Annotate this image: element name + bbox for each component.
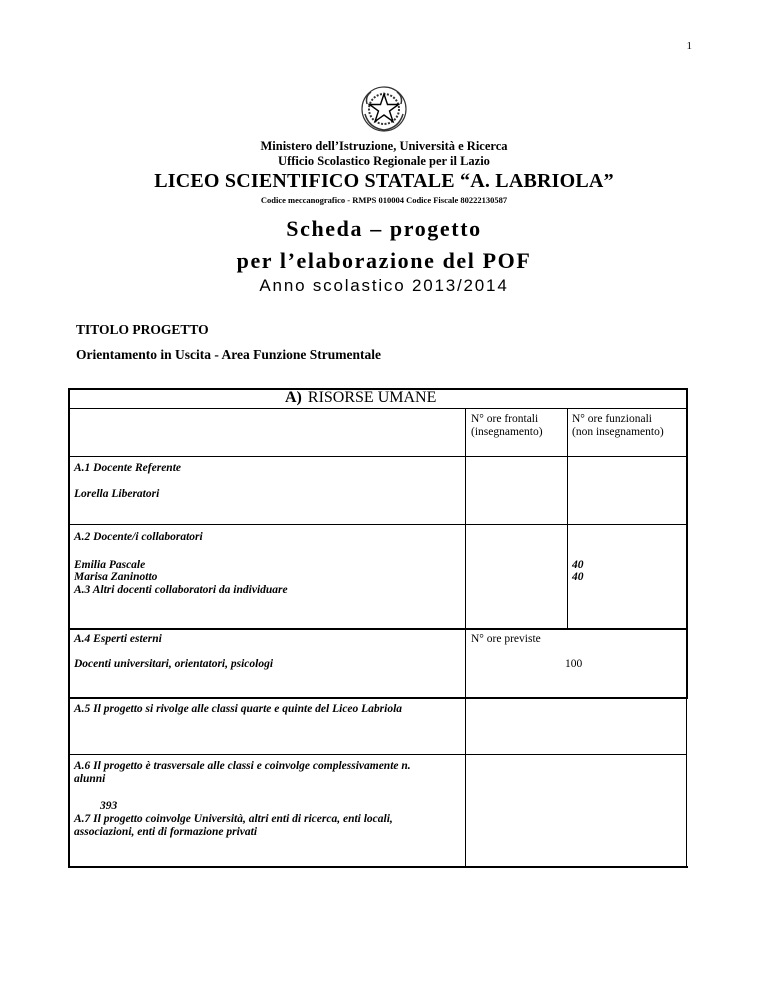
ministry-name: Ministero dell’Istruzione, Università e Ricerca xyxy=(260,139,508,153)
section-a-name: RISORSE UMANE xyxy=(307,389,437,406)
a7-label-line1: A.7 Il progetto coinvolge Università, altri enti di ricerca, enti locali, xyxy=(74,813,393,825)
school-name: LICEO SCIENTIFICO STATALE “A. LABRIOLA” xyxy=(154,170,614,192)
col-frontali-header xyxy=(471,413,543,439)
a4-label: A.4 Esperti esterni xyxy=(74,633,162,645)
a6-value: 393 xyxy=(100,800,118,812)
document-subtitle: per l’elaborazione del POF xyxy=(236,248,532,273)
section-a-letter: A) xyxy=(285,389,302,406)
a1-label: A.1 Docente Referente xyxy=(74,462,181,474)
school-year: Anno scolastico 2013/2014 xyxy=(259,276,509,295)
italian-republic-emblem-icon xyxy=(359,84,409,134)
page-number: 1 xyxy=(686,40,692,52)
a2-hours-1: 40 xyxy=(572,559,584,571)
a6-label-line2: alunni xyxy=(74,773,106,785)
a2-name-2: Marisa Zaninotto xyxy=(74,571,158,583)
a2-label: A.2 Docente/i collaboratori xyxy=(74,531,203,543)
col-frontali-line1: N° ore frontali xyxy=(471,413,539,425)
school-codes: Codice meccanografico - RMPS 010004 Codice Fiscale 80222130587 xyxy=(260,195,508,205)
a1-value: Lorella Liberatori xyxy=(74,488,160,500)
a7-label-line2: associazioni, enti di formazione privati xyxy=(74,826,258,838)
a2-hours-2: 40 xyxy=(572,571,584,583)
project-title-label: TITOLO PROGETTO xyxy=(76,322,209,337)
a4-value: Docenti universitari, orientatori, psicologi xyxy=(74,658,274,670)
col-funzionali-header xyxy=(572,413,664,439)
a6-label-line1: A.6 Il progetto è trasversale alle classi e coinvolge complessivamente n. xyxy=(74,760,411,772)
a3-label: A.3 Altri docenti collaboratori da individuare xyxy=(74,584,288,596)
project-title-value: Orientamento in Uscita - Area Funzione Strumentale xyxy=(76,347,381,362)
col-frontali-line2: (insegnamento) xyxy=(471,426,543,438)
a5-label: A.5 Il progetto si rivolge alle classi quarte e quinte del Liceo Labriola xyxy=(74,703,403,715)
document-title: Scheda – progetto xyxy=(286,216,482,241)
a4-hours: 100 xyxy=(565,658,583,670)
a4-hours-label: N° ore previste xyxy=(471,633,541,645)
col-funzionali-line1: N° ore funzionali xyxy=(572,413,652,425)
section-a-title xyxy=(285,391,436,404)
col-funzionali-line2: (non insegnamento) xyxy=(572,426,664,438)
regional-office: Ufficio Scolastico Regionale per il Lazio xyxy=(278,154,490,168)
a2-name-1: Emilia Pascale xyxy=(74,559,146,571)
